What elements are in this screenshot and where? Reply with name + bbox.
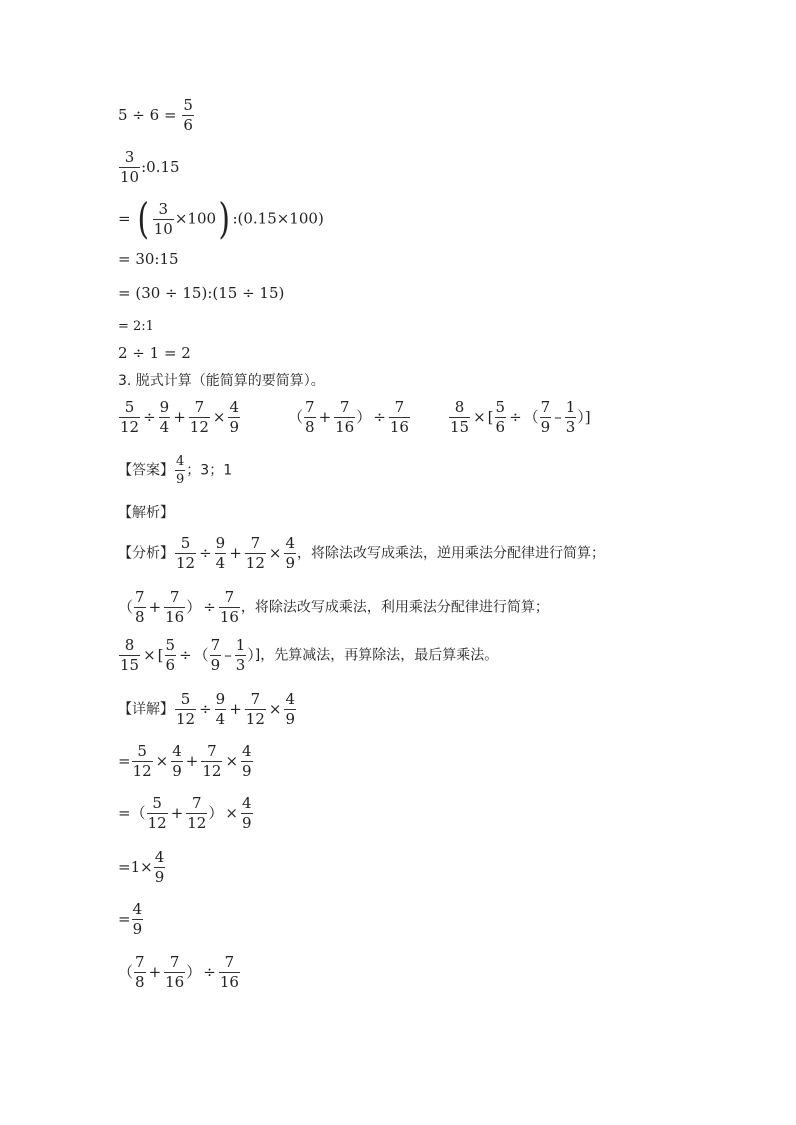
answer-line bbox=[118, 455, 232, 486]
fraction bbox=[175, 536, 196, 571]
denominator: 16 bbox=[165, 608, 185, 626]
denominator: 16 bbox=[165, 973, 185, 991]
divide-sign: ÷ bbox=[199, 544, 212, 562]
divide-sign: ÷ bbox=[203, 963, 216, 981]
detail-line-2 bbox=[118, 744, 254, 779]
numerator: 7 bbox=[169, 588, 180, 606]
right-paren: ） bbox=[577, 408, 585, 426]
calc-line-3 bbox=[118, 194, 324, 243]
numerator: 3 bbox=[124, 148, 135, 166]
numerator: 7 bbox=[210, 636, 221, 654]
denominator: 16 bbox=[219, 973, 239, 991]
numerator: 7 bbox=[540, 398, 551, 416]
right-paren: ) bbox=[218, 194, 230, 243]
divide-sign: ÷ bbox=[373, 408, 386, 426]
numerator: 7 bbox=[135, 588, 145, 606]
numerator: 7 bbox=[194, 398, 205, 416]
right-bracket: ] bbox=[584, 408, 591, 426]
numerator: 4 bbox=[176, 454, 185, 469]
analysis-line-3 bbox=[118, 638, 498, 673]
fraction bbox=[389, 400, 410, 435]
fraction bbox=[241, 744, 253, 779]
denominator: 10 bbox=[153, 219, 173, 238]
numerator: 5 bbox=[183, 96, 193, 114]
fraction bbox=[245, 692, 266, 727]
fraction bbox=[164, 590, 185, 625]
fraction bbox=[159, 400, 171, 435]
denominator: 9 bbox=[154, 868, 165, 886]
denominator: 16 bbox=[219, 608, 239, 626]
numerator: 9 bbox=[159, 398, 170, 416]
numerator: 5 bbox=[137, 742, 147, 760]
right-paren: ） bbox=[247, 646, 255, 664]
numerator: 1 bbox=[235, 636, 246, 654]
fraction bbox=[449, 400, 470, 435]
detail-line-1 bbox=[118, 692, 297, 727]
analysis-note: ，将除法改写成乘法，逆用乘法分配律进行简算； bbox=[297, 545, 606, 562]
calc-line-7: 2 ÷ 1 = 2 bbox=[118, 344, 191, 362]
fraction bbox=[119, 150, 140, 185]
denominator: 9 bbox=[242, 762, 252, 780]
times-sign: × bbox=[155, 752, 169, 770]
fraction bbox=[119, 400, 140, 435]
equals-sign: = bbox=[118, 804, 131, 822]
numerator: 5 bbox=[165, 636, 176, 654]
plus-sign: + bbox=[185, 752, 199, 770]
denominator: 9 bbox=[285, 710, 296, 728]
fraction bbox=[153, 199, 174, 238]
numerator: 9 bbox=[215, 690, 226, 708]
denominator: 12 bbox=[245, 554, 265, 572]
question-heading: 3. 脱式计算（能简算的要简算）。 bbox=[118, 373, 325, 389]
numerator: 4 bbox=[132, 900, 143, 918]
fraction bbox=[189, 400, 210, 435]
left-paren: （ bbox=[118, 598, 134, 616]
numerator: 7 bbox=[250, 534, 261, 552]
analysis-line-1 bbox=[118, 536, 605, 571]
fraction bbox=[565, 400, 577, 435]
numerator: 4 bbox=[172, 742, 182, 760]
divide-sign: ÷ bbox=[509, 408, 522, 426]
expression-text: :0.15 bbox=[141, 158, 180, 176]
fraction bbox=[219, 590, 240, 625]
right-paren: ） bbox=[186, 598, 202, 616]
left-bracket: [ bbox=[157, 646, 164, 664]
numerator: 3 bbox=[158, 199, 169, 218]
right-paren: ） bbox=[208, 804, 224, 822]
calc-line-2 bbox=[118, 150, 180, 185]
calc-line-6: = 2:1 bbox=[118, 319, 154, 334]
fraction bbox=[241, 796, 253, 831]
denominator: 3 bbox=[565, 418, 576, 436]
times-sign: × bbox=[212, 408, 226, 426]
divide-sign: ÷ bbox=[199, 700, 212, 718]
denominator: 16 bbox=[389, 418, 409, 436]
plus-sign: + bbox=[229, 544, 242, 562]
times-sign: × bbox=[268, 700, 282, 718]
right-paren: ） bbox=[186, 963, 202, 981]
times-sign: × bbox=[225, 752, 239, 770]
denominator: 15 bbox=[450, 418, 470, 436]
fraction bbox=[171, 744, 183, 779]
plus-sign: + bbox=[173, 408, 186, 426]
fraction bbox=[154, 850, 166, 885]
denominator: 9 bbox=[285, 554, 296, 572]
denominator: 12 bbox=[189, 418, 209, 436]
plus-sign: + bbox=[148, 963, 162, 981]
numerator: 5 bbox=[124, 398, 135, 416]
left-paren: ( bbox=[137, 194, 150, 243]
denominator: 12 bbox=[120, 418, 140, 436]
numerator: 4 bbox=[241, 794, 252, 812]
denominator: 12 bbox=[147, 814, 167, 832]
left-paren: （ bbox=[193, 646, 209, 664]
left-paren: （ bbox=[288, 408, 304, 426]
numerator: 7 bbox=[207, 742, 217, 760]
fraction bbox=[119, 638, 140, 673]
denominator: 12 bbox=[202, 762, 222, 780]
fraction bbox=[175, 455, 185, 486]
right-paren: ） bbox=[356, 408, 372, 426]
expression-text: =1× bbox=[118, 858, 153, 876]
fraction bbox=[134, 955, 146, 990]
numerator: 7 bbox=[169, 953, 180, 971]
left-bracket: [ bbox=[487, 408, 494, 426]
fraction bbox=[132, 744, 153, 779]
denominator: 4 bbox=[159, 418, 170, 436]
numerator: 7 bbox=[192, 794, 202, 812]
fraction bbox=[495, 400, 507, 435]
denominator: 16 bbox=[335, 418, 355, 436]
divide-sign: ÷ bbox=[179, 646, 192, 664]
denominator: 3 bbox=[235, 656, 246, 674]
numerator: 4 bbox=[242, 742, 252, 760]
analysis-note: ，将除法改写成乘法，利用乘法分配律进行简算； bbox=[240, 599, 549, 616]
minus-sign: – bbox=[224, 646, 232, 664]
denominator: 12 bbox=[132, 762, 152, 780]
analysis-note: ]，先算减法，再算除法，最后算乘法。 bbox=[254, 647, 499, 664]
numerator: 1 bbox=[565, 398, 576, 416]
denominator: 6 bbox=[183, 116, 193, 134]
divide-sign: ÷ bbox=[203, 598, 216, 616]
denominator: 6 bbox=[495, 418, 506, 436]
numerator: 7 bbox=[224, 953, 235, 971]
times-sign: × bbox=[225, 804, 238, 822]
numerator: 9 bbox=[215, 534, 226, 552]
fraction bbox=[201, 744, 222, 779]
plus-sign: + bbox=[318, 408, 332, 426]
denominator: 8 bbox=[135, 973, 145, 991]
fraction bbox=[284, 536, 296, 571]
denominator: 9 bbox=[229, 418, 240, 436]
fraction bbox=[164, 955, 185, 990]
fraction bbox=[228, 400, 240, 435]
equals-sign: = bbox=[118, 209, 131, 228]
fraction bbox=[540, 400, 552, 435]
analysis-line-2 bbox=[118, 590, 549, 625]
denominator: 10 bbox=[120, 168, 140, 186]
answer-label: 【答案】 bbox=[118, 462, 174, 479]
expression-text: :(0.15×100) bbox=[232, 209, 324, 228]
fraction bbox=[235, 638, 247, 673]
times-sign: × bbox=[473, 408, 486, 426]
numerator: 8 bbox=[124, 636, 135, 654]
answer-values: ；3；1 bbox=[186, 462, 233, 479]
numerator: 7 bbox=[224, 588, 235, 606]
fraction bbox=[284, 692, 296, 727]
calc-line-5: = (30 ÷ 15):(15 ÷ 15) bbox=[118, 284, 285, 302]
detail-label: 【详解】 bbox=[118, 701, 174, 718]
fraction bbox=[175, 692, 196, 727]
left-paren: （ bbox=[118, 963, 134, 981]
detail-line-4 bbox=[118, 850, 166, 885]
denominator: 6 bbox=[165, 656, 176, 674]
left-paren: （ bbox=[523, 408, 539, 426]
fraction bbox=[219, 955, 240, 990]
times-sign: × bbox=[268, 544, 282, 562]
detail-line-6 bbox=[118, 955, 241, 990]
plus-sign: + bbox=[170, 804, 184, 822]
minus-sign: – bbox=[554, 408, 562, 426]
denominator: 9 bbox=[241, 814, 252, 832]
numerator: 7 bbox=[250, 690, 261, 708]
problem-1 bbox=[118, 400, 241, 435]
denominator: 9 bbox=[540, 418, 551, 436]
equals-sign: = bbox=[118, 752, 131, 770]
fraction bbox=[245, 536, 266, 571]
fraction bbox=[182, 98, 194, 133]
fraction bbox=[210, 638, 222, 673]
fraction bbox=[147, 796, 168, 831]
fraction bbox=[215, 536, 227, 571]
detail-line-5 bbox=[118, 902, 144, 937]
problem-2 bbox=[288, 400, 411, 435]
expression-text: ×100 bbox=[174, 209, 217, 228]
fraction bbox=[134, 590, 146, 625]
equals-sign: = bbox=[118, 910, 131, 928]
left-paren: （ bbox=[130, 804, 146, 822]
fraction bbox=[186, 796, 207, 831]
numerator: 4 bbox=[154, 848, 165, 866]
denominator: 12 bbox=[245, 710, 265, 728]
plus-sign: + bbox=[148, 598, 162, 616]
denominator: 9 bbox=[172, 762, 182, 780]
numerator: 7 bbox=[339, 398, 350, 416]
detail-line-3 bbox=[118, 796, 254, 831]
calc-line-1 bbox=[118, 98, 195, 133]
fraction bbox=[132, 902, 144, 937]
fraction bbox=[304, 400, 316, 435]
denominator: 9 bbox=[210, 656, 221, 674]
denominator: 9 bbox=[176, 472, 185, 487]
numerator: 5 bbox=[495, 398, 506, 416]
denominator: 12 bbox=[176, 710, 196, 728]
denominator: 4 bbox=[215, 710, 226, 728]
fraction bbox=[165, 638, 177, 673]
denominator: 8 bbox=[305, 418, 315, 436]
calc-line-4: = 30:15 bbox=[118, 250, 179, 268]
fraction bbox=[215, 692, 227, 727]
denominator: 9 bbox=[132, 920, 143, 938]
denominator: 4 bbox=[215, 554, 226, 572]
expression-text: 5 ÷ 6 = bbox=[118, 106, 177, 124]
times-sign: × bbox=[143, 646, 156, 664]
denominator: 8 bbox=[135, 608, 145, 626]
analysis-label: 【解析】 bbox=[118, 505, 174, 521]
numerator: 4 bbox=[285, 690, 296, 708]
denominator: 12 bbox=[187, 814, 207, 832]
denominator: 15 bbox=[120, 656, 140, 674]
numerator: 8 bbox=[454, 398, 465, 416]
numerator: 5 bbox=[180, 690, 191, 708]
fenxi-label: 【分析】 bbox=[118, 545, 174, 562]
numerator: 7 bbox=[135, 953, 145, 971]
divide-sign: ÷ bbox=[143, 408, 156, 426]
numerator: 4 bbox=[229, 398, 240, 416]
plus-sign: + bbox=[229, 700, 242, 718]
numerator: 7 bbox=[305, 398, 315, 416]
denominator: 12 bbox=[176, 554, 196, 572]
problem-3 bbox=[448, 400, 591, 435]
numerator: 5 bbox=[152, 794, 162, 812]
numerator: 7 bbox=[394, 398, 405, 416]
fraction bbox=[334, 400, 355, 435]
numerator: 4 bbox=[285, 534, 296, 552]
numerator: 5 bbox=[180, 534, 191, 552]
